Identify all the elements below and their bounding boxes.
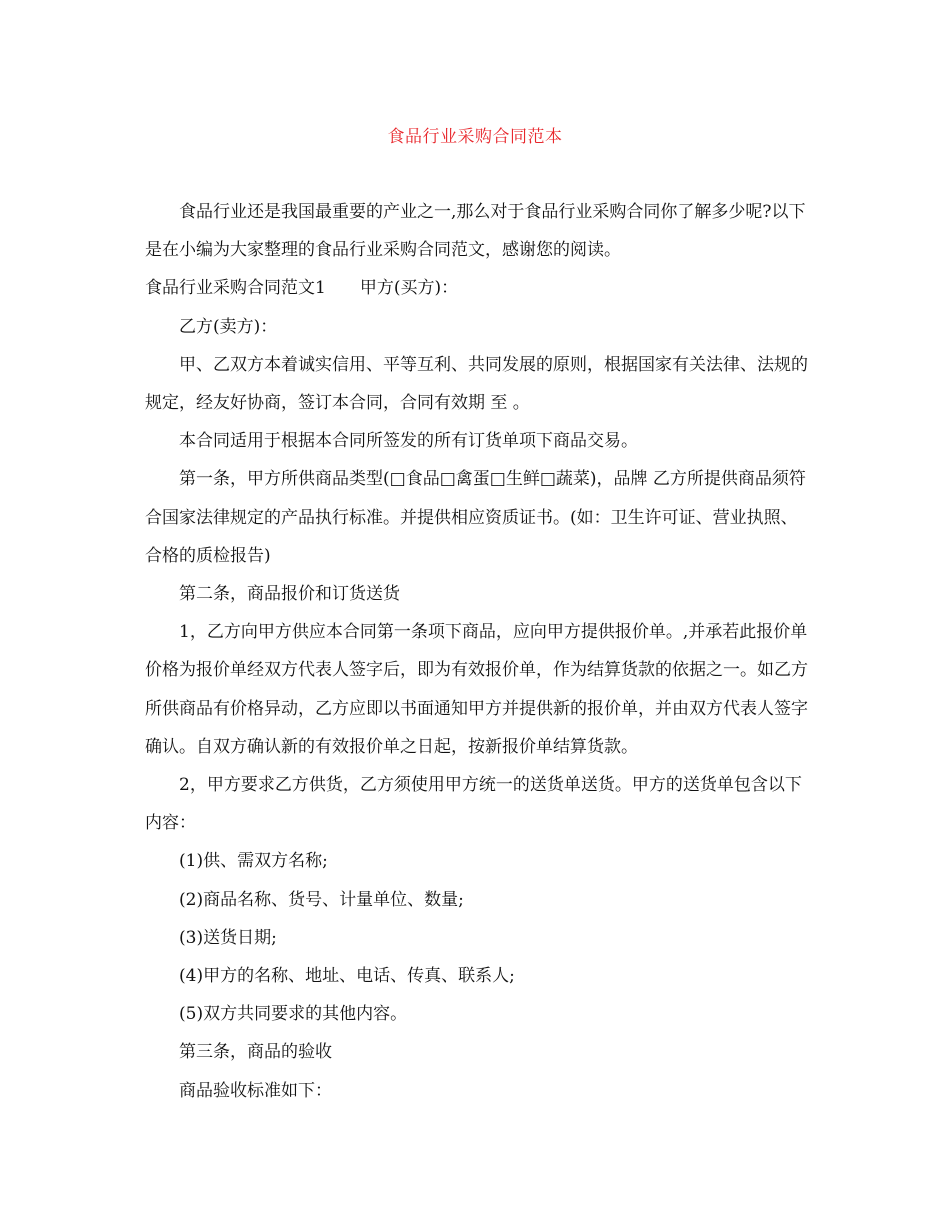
article-2-item-1: 1，乙方向甲方供应本合同第一条项下商品，应向甲方提供报价单。,并承若此报价单价格为报价单经双方代表人签字后，即为有效报价单，作为结算货款的依据之一。如乙方所供商品有价格异动，乙方应即以书面通知甲方并提供新的报价单，并由双方代表人签字确认。自双方确认新的有效报价单之日起，按新报价单结算货款。	[145, 622, 808, 757]
delivery-item-5: (5)双方共同要求的其他内容。	[179, 1004, 408, 1025]
sample-heading: 食品行业采购合同范文1	[145, 278, 326, 299]
article-2-heading: 第二条，商品报价和订货送货	[179, 584, 400, 605]
party-a-label: 甲方(买方)：	[359, 278, 459, 299]
acceptance-intro: 商品验收标准如下：	[179, 1080, 332, 1101]
sample-heading-line	[145, 269, 810, 307]
delivery-item-2: (2)商品名称、货号、计量单位、数量;	[179, 889, 464, 910]
intro-paragraph: 食品行业还是我国最重要的产业之一,那么对于食品行业采购合同你了解多少呢?以下是在小编为大家整理的食品行业采购合同范文，感谢您的阅读。	[145, 202, 806, 261]
article-2-item-2: 2，甲方要求乙方供货，乙方须使用甲方统一的送货单送货。甲方的送货单包含以下内容：	[145, 775, 802, 834]
party-b-label: 乙方(卖方)：	[179, 316, 278, 337]
delivery-item-1: (1)供、需双方名称;	[179, 851, 328, 872]
delivery-item-3: (3)送货日期;	[179, 927, 277, 948]
document-body	[145, 193, 810, 1110]
document-title: 食品行业采购合同范本	[387, 127, 563, 147]
article-3-heading: 第三条，商品的验收	[179, 1042, 332, 1063]
principle-paragraph: 甲、乙双方本着诚实信用、平等互利、共同发展的原则，根据国家有关法律、法规的规定，经友好协商，签订本合同，合同有效期 至 。	[145, 354, 808, 414]
scope-paragraph: 本合同适用于根据本合同所签发的所有订货单项下商品交易。	[179, 431, 638, 452]
article-1-paragraph: 第一条，甲方所供商品类型(□食品□禽蛋□生鲜□蔬菜)，品牌 乙方所提供商品须符合国家法律规定的产品执行标准。并提供相应资质证书。(如：卫生许可证、营业执照、合格的质检报告)	[145, 469, 806, 566]
delivery-item-4: (4)甲方的名称、地址、电话、传真、联系人;	[179, 966, 515, 987]
